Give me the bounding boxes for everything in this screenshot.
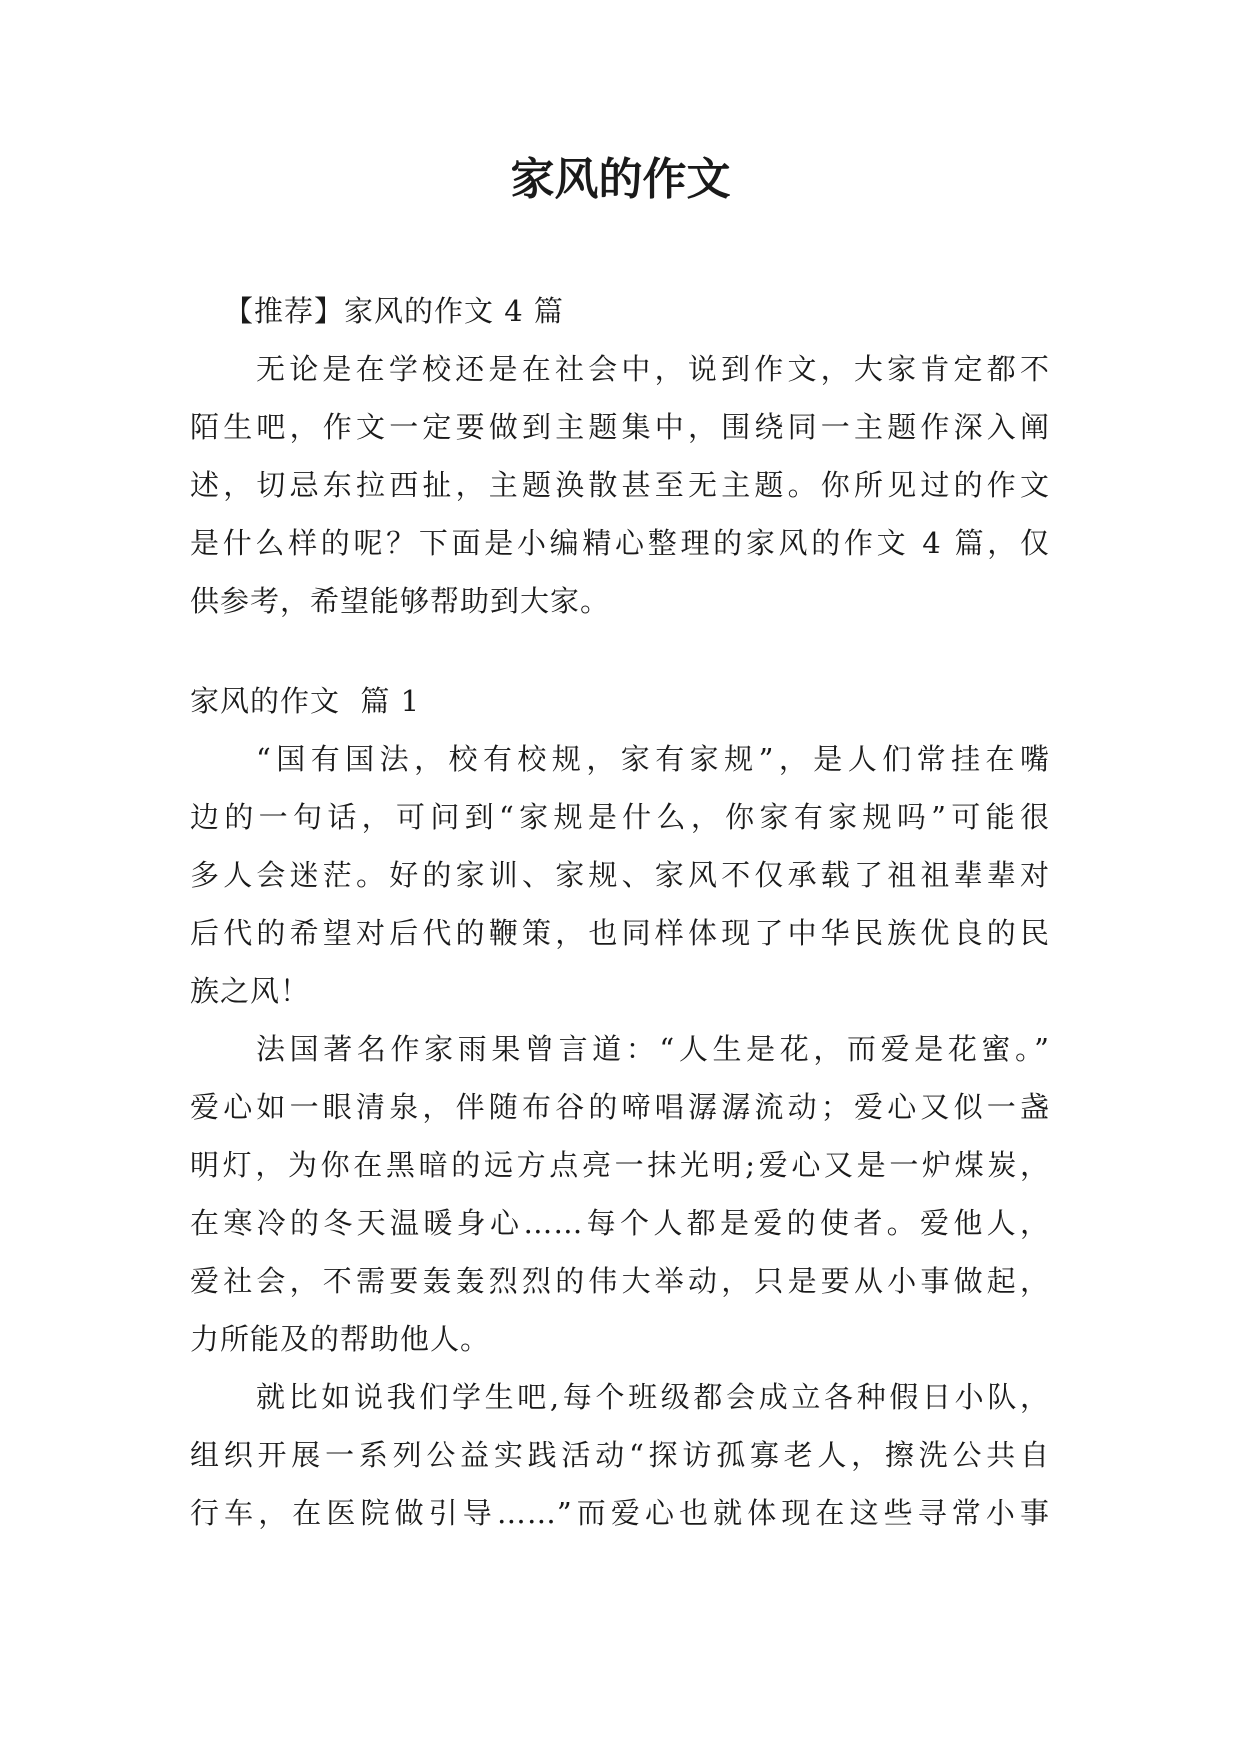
paragraph-line: 陌生吧，作文一定要做到主题集中，围绕同一主题作深入阐 bbox=[190, 410, 1050, 444]
paragraph-line: 行车，在医院做引导……”而爱心也就体现在这些寻常小事 bbox=[190, 1496, 1050, 1530]
paragraph-line: 组织开展一系列公益实践活动“探访孤寡老人，擦洗公共自 bbox=[190, 1438, 1050, 1472]
paragraph-line: “国有国法，校有校规，家有家规”，是人们常挂在嘴 bbox=[256, 742, 1050, 776]
paragraph-line: 后代的希望对后代的鞭策，也同样体现了中华民族优良的民 bbox=[190, 916, 1050, 950]
paragraph-line: 法国著名作家雨果曾言道：“人生是花，而爱是花蜜。” bbox=[256, 1032, 1050, 1066]
section1-paragraph-1 bbox=[190, 730, 1050, 1020]
intro-lead: 【推荐】家风的作文 4 篇 bbox=[224, 294, 564, 328]
section-heading: 家风的作文 篇 1 bbox=[190, 684, 421, 718]
paragraph-line: 无论是在学校还是在社会中，说到作文，大家肯定都不 bbox=[256, 352, 1050, 386]
paragraph-line: 是什么样的呢？下面是小编精心整理的家风的作文 4 篇，仅 bbox=[190, 526, 1050, 560]
paragraph-line: 爱心如一眼清泉，伴随布谷的啼唱潺潺流动；爱心又似一盏 bbox=[190, 1090, 1050, 1124]
section1-paragraph-3 bbox=[190, 1368, 1050, 1542]
paragraph-line: 在寒冷的冬天温暖身心……每个人都是爱的使者。爱他人， bbox=[190, 1206, 1050, 1240]
paragraph-line: 爱社会，不需要轰轰烈烈的伟大举动，只是要从小事做起， bbox=[190, 1264, 1050, 1298]
paragraph-line: 边的一句话，可问到“家规是什么，你家有家规吗”可能很 bbox=[190, 800, 1050, 834]
section1-paragraph-2 bbox=[190, 1020, 1050, 1368]
paragraph-line: 多人会迷茫。好的家训、家规、家风不仅承载了祖祖辈辈对 bbox=[190, 858, 1050, 892]
intro-paragraph bbox=[190, 340, 1050, 630]
paragraph-line: 就比如说我们学生吧,每个班级都会成立各种假日小队， bbox=[256, 1380, 1050, 1414]
paragraph-line: 明灯，为你在黑暗的远方点亮一抹光明;爱心又是一炉煤炭， bbox=[190, 1148, 1050, 1182]
paragraph-line: 供参考，希望能够帮助到大家。 bbox=[190, 584, 611, 618]
paragraph-line: 力所能及的帮助他人。 bbox=[190, 1322, 491, 1356]
paragraph-line: 述，切忌东拉西扯，主题涣散甚至无主题。你所见过的作文 bbox=[190, 468, 1050, 502]
document-body bbox=[190, 282, 1050, 1542]
section-spacer bbox=[190, 630, 1050, 672]
document-title: 家风的作文 bbox=[510, 154, 731, 205]
paragraph-line: 族之风！ bbox=[190, 974, 311, 1008]
